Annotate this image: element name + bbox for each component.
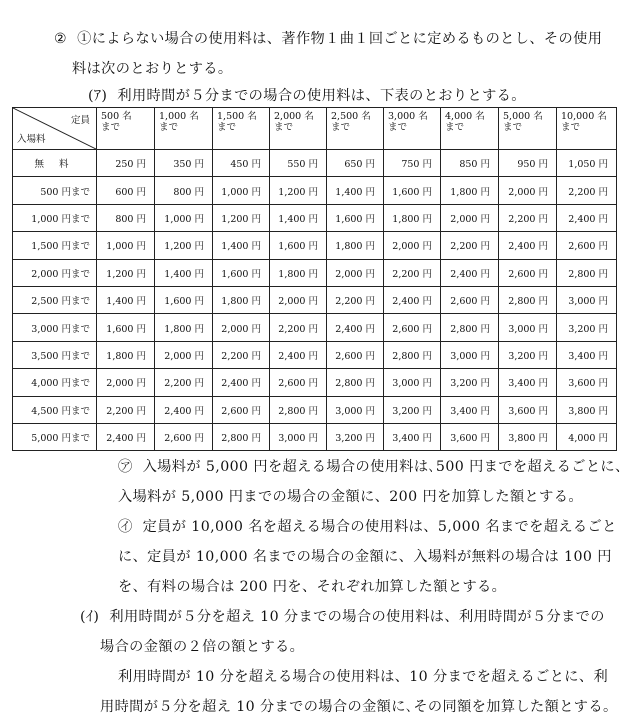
fee-cell: 2,800 円 xyxy=(213,423,270,450)
fee-cell: 1,800 円 xyxy=(270,259,327,286)
fee-cell: 2,800 円 xyxy=(327,369,384,396)
fee-cell: 800 円 xyxy=(97,204,155,231)
column-header-capacity: 500 名 まで xyxy=(97,108,155,150)
fee-cell: 2,400 円 xyxy=(441,259,499,286)
fee-cell: 3,600 円 xyxy=(441,423,499,450)
fee-cell: 1,600 円 xyxy=(384,177,441,204)
fee-cell: 3,000 円 xyxy=(499,314,557,341)
fee-cell: 2,000 円 xyxy=(327,259,384,286)
fee-cell: 2,200 円 xyxy=(97,396,155,423)
fee-cell: 3,400 円 xyxy=(441,396,499,423)
column-header-capacity: 3,000 名 まで xyxy=(384,108,441,150)
subsection-b-line-4: 用時間が５分を超え 10 分までの場合の金額に､その同額を加算した額とする。 xyxy=(100,699,618,715)
fee-cell: 2,000 円 xyxy=(213,314,270,341)
table-row xyxy=(13,232,617,259)
subsection-a-number: (ｱ) xyxy=(88,88,108,104)
fee-cell: 2,600 円 xyxy=(213,396,270,423)
fee-cell: 3,200 円 xyxy=(327,423,384,450)
row-header-admission: 4,500 円まで xyxy=(13,396,97,423)
fee-cell: 1,000 円 xyxy=(97,232,155,259)
fee-cell: 2,400 円 xyxy=(384,286,441,313)
fee-cell: 2,200 円 xyxy=(499,204,557,231)
fee-cell: 2,000 円 xyxy=(97,369,155,396)
fee-cell: 3,000 円 xyxy=(327,396,384,423)
table-header-row xyxy=(13,108,617,150)
fee-cell: 1,400 円 xyxy=(327,177,384,204)
fee-cell: 2,400 円 xyxy=(557,204,617,231)
fee-cell: 1,600 円 xyxy=(270,232,327,259)
corner-capacity-label: 定員 xyxy=(70,115,90,126)
fee-cell: 2,600 円 xyxy=(327,341,384,368)
table-row xyxy=(13,286,617,313)
row-header-admission: 3,500 円まで xyxy=(13,341,97,368)
row-header-admission: 500 円まで xyxy=(13,177,97,204)
table-corner-cell xyxy=(13,108,97,150)
table-row xyxy=(13,177,617,204)
fee-cell: 3,400 円 xyxy=(557,341,617,368)
fee-cell: 1,200 円 xyxy=(97,259,155,286)
fee-cell: 2,200 円 xyxy=(441,232,499,259)
row-header-admission: 2,500 円まで xyxy=(13,286,97,313)
fee-cell: 950 円 xyxy=(499,150,557,177)
section-2-line-1: ② ①によらない場合の使用料は、著作物１曲１回ごとに定めるものとし、その使用 xyxy=(54,31,603,47)
fee-cell: 1,400 円 xyxy=(155,259,213,286)
table-row xyxy=(13,423,617,450)
fee-cell: 3,000 円 xyxy=(441,341,499,368)
note-i-number: ㋑ xyxy=(118,519,133,535)
column-header-capacity: 1,500 名 まで xyxy=(213,108,270,150)
fee-cell: 3,200 円 xyxy=(384,396,441,423)
subsection-b-line-2: 場合の金額の２倍の額とする。 xyxy=(100,639,305,655)
fee-cell: 3,200 円 xyxy=(557,314,617,341)
fee-cell: 3,400 円 xyxy=(384,423,441,450)
fee-cell: 3,000 円 xyxy=(384,369,441,396)
fee-cell: 3,400 円 xyxy=(499,369,557,396)
fee-cell: 1,800 円 xyxy=(97,341,155,368)
fee-cell: 2,200 円 xyxy=(327,286,384,313)
fee-cell: 600 円 xyxy=(97,177,155,204)
fee-cell: 800 円 xyxy=(155,177,213,204)
column-header-capacity: 2,500 名 まで xyxy=(327,108,384,150)
fee-cell: 2,600 円 xyxy=(441,286,499,313)
fee-cell: 2,600 円 xyxy=(499,259,557,286)
fee-cell: 250 円 xyxy=(97,150,155,177)
fee-cell: 1,800 円 xyxy=(441,177,499,204)
table-row xyxy=(13,341,617,368)
fee-cell: 750 円 xyxy=(384,150,441,177)
column-header-capacity: 4,000 名 まで xyxy=(441,108,499,150)
fee-cell: 2,200 円 xyxy=(557,177,617,204)
table-row xyxy=(13,204,617,231)
row-header-admission: 3,000 円まで xyxy=(13,314,97,341)
fee-cell: 2,000 円 xyxy=(270,286,327,313)
fee-cell: 1,600 円 xyxy=(213,259,270,286)
fee-cell: 2,600 円 xyxy=(557,232,617,259)
fee-cell: 1,200 円 xyxy=(155,232,213,259)
fee-cell: 1,000 円 xyxy=(213,177,270,204)
fee-cell: 2,800 円 xyxy=(384,341,441,368)
table-row xyxy=(13,150,617,177)
fee-cell: 1,800 円 xyxy=(327,232,384,259)
fee-cell: 2,200 円 xyxy=(213,341,270,368)
table-row xyxy=(13,259,617,286)
fee-cell: 3,000 円 xyxy=(270,423,327,450)
fee-cell: 1,400 円 xyxy=(213,232,270,259)
fee-cell: 2,400 円 xyxy=(155,396,213,423)
row-header-admission: 2,000 円まで xyxy=(13,259,97,286)
fee-cell: 2,600 円 xyxy=(270,369,327,396)
corner-admission-label: 入場料 xyxy=(17,134,46,145)
fee-cell: 2,400 円 xyxy=(327,314,384,341)
table-row xyxy=(13,369,617,396)
note-i-line-2: に、定員が 10,000 名までの場合の金額に、入場料が無料の場合は 100 円 xyxy=(118,549,612,565)
fee-cell: 2,600 円 xyxy=(384,314,441,341)
fee-cell: 1,200 円 xyxy=(270,177,327,204)
fee-cell: 2,200 円 xyxy=(384,259,441,286)
fee-cell: 1,050 円 xyxy=(557,150,617,177)
fee-cell: 2,200 円 xyxy=(155,369,213,396)
fee-cell: 2,800 円 xyxy=(499,286,557,313)
fee-cell: 1,400 円 xyxy=(97,286,155,313)
fee-cell: 3,800 円 xyxy=(557,396,617,423)
fee-cell: 2,800 円 xyxy=(270,396,327,423)
subsection-b-line-1: (ｲ) 利用時間が５分を超え 10 分までの場合の使用料は、利用時間が５分までの xyxy=(80,609,605,625)
section-number: ② xyxy=(54,31,68,47)
column-header-capacity: 2,000 名 まで xyxy=(270,108,327,150)
fee-cell: 1,400 円 xyxy=(270,204,327,231)
fee-cell: 2,200 円 xyxy=(270,314,327,341)
row-header-admission: 1,500 円まで xyxy=(13,232,97,259)
fee-cell: 2,000 円 xyxy=(499,177,557,204)
fee-cell: 3,600 円 xyxy=(499,396,557,423)
fee-cell: 450 円 xyxy=(213,150,270,177)
fee-cell: 1,800 円 xyxy=(155,314,213,341)
fee-cell: 3,600 円 xyxy=(557,369,617,396)
fee-cell: 550 円 xyxy=(270,150,327,177)
note-a-number: ㋐ xyxy=(118,459,133,475)
fee-cell: 850 円 xyxy=(441,150,499,177)
fee-cell: 2,800 円 xyxy=(557,259,617,286)
fee-cell: 650 円 xyxy=(327,150,384,177)
column-header-capacity: 10,000 名 まで xyxy=(557,108,617,150)
fee-cell: 4,000 円 xyxy=(557,423,617,450)
fee-cell: 2,400 円 xyxy=(213,369,270,396)
fee-cell: 1,000 円 xyxy=(155,204,213,231)
row-header-admission: 無 料 xyxy=(13,150,97,177)
section-2-line-2: 料は次のとおりとする。 xyxy=(72,61,233,77)
fee-cell: 2,000 円 xyxy=(441,204,499,231)
row-header-admission: 4,000 円まで xyxy=(13,369,97,396)
fee-cell: 2,800 円 xyxy=(441,314,499,341)
usage-fee-table xyxy=(12,107,617,451)
column-header-capacity: 5,000 名 まで xyxy=(499,108,557,150)
fee-cell: 1,200 円 xyxy=(213,204,270,231)
fee-cell: 3,200 円 xyxy=(499,341,557,368)
fee-cell: 2,400 円 xyxy=(97,423,155,450)
note-i-line-3: を、有料の場合は 200 円を、それぞれ加算した額とする。 xyxy=(118,579,507,595)
subsection-a-title: (ｱ) 利用時間が５分までの場合の使用料は、下表のとおりとする。 xyxy=(88,88,526,104)
fee-cell: 1,600 円 xyxy=(97,314,155,341)
fee-cell: 1,800 円 xyxy=(384,204,441,231)
row-header-admission: 5,000 円まで xyxy=(13,423,97,450)
table-row xyxy=(13,396,617,423)
note-a-line-2: 入場料が 5,000 円までの場合の金額に、200 円を加算した額とする。 xyxy=(118,489,583,505)
fee-cell: 3,800 円 xyxy=(499,423,557,450)
fee-cell: 350 円 xyxy=(155,150,213,177)
note-a-line-1: ㋐ 入場料が 5,000 円を超える場合の使用料は､500 円までを超えるごとに、 xyxy=(118,459,630,475)
fee-cell: 2,000 円 xyxy=(155,341,213,368)
subsection-b-number: (ｲ) xyxy=(80,609,100,625)
fee-cell: 1,600 円 xyxy=(327,204,384,231)
table-row xyxy=(13,314,617,341)
row-header-admission: 1,000 円まで xyxy=(13,204,97,231)
fee-cell: 1,600 円 xyxy=(155,286,213,313)
fee-cell: 1,800 円 xyxy=(213,286,270,313)
fee-cell: 2,400 円 xyxy=(499,232,557,259)
fee-cell: 3,200 円 xyxy=(441,369,499,396)
note-i-line-1: ㋑ 定員が 10,000 名を超える場合の使用料は、5,000 名までを超えるごと xyxy=(118,519,617,535)
fee-cell: 2,000 円 xyxy=(384,232,441,259)
column-header-capacity: 1,000 名 まで xyxy=(155,108,213,150)
fee-cell: 3,000 円 xyxy=(557,286,617,313)
fee-cell: 2,400 円 xyxy=(270,341,327,368)
fee-cell: 2,600 円 xyxy=(155,423,213,450)
subsection-b-line-3: 利用時間が 10 分を超える場合の使用料は、10 分までを超えるごとに、利 xyxy=(118,669,609,685)
